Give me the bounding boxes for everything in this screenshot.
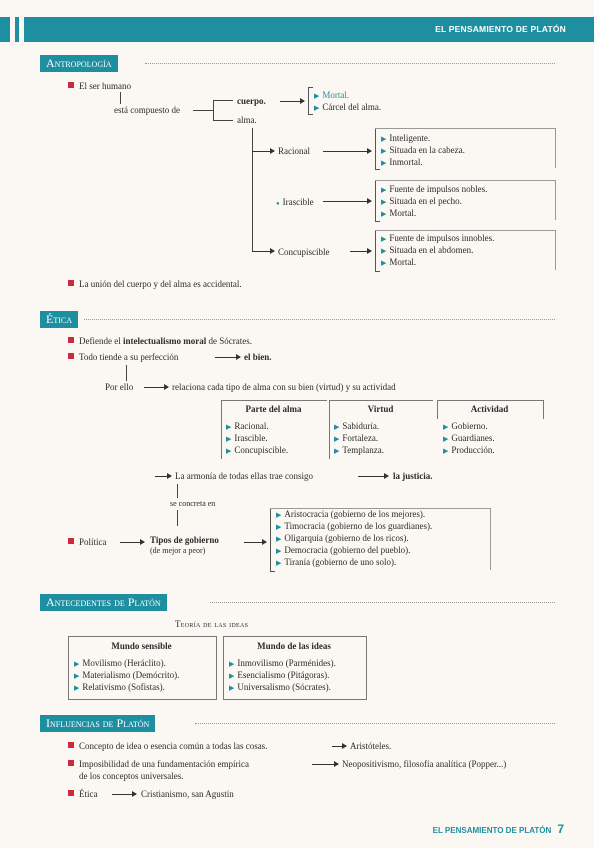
racional-label: Racional [278, 146, 310, 156]
sensible-item: ▶ Materialismo (Demócrito). [74, 670, 180, 680]
header-title: EL PENSAMIENTO DE PLATÓN [435, 24, 566, 34]
union-text: La unión del cuerpo y del alma es accidental. [68, 278, 242, 290]
cuerpo-label: cuerpo. [237, 96, 266, 106]
irascible-item: ▶ Situada en el pecho. [381, 196, 462, 206]
irascible-item: ▶ Mortal. [381, 208, 417, 218]
ideas-item: ▶ Esencialismo (Pitágoras). [229, 670, 330, 680]
armonia-text: La armonía de todas ellas trae consigo [175, 471, 313, 481]
parte-item: ▶ Concupiscible. [226, 445, 289, 455]
bar-stripe [10, 17, 15, 42]
actividad-item: ▶ Guardianes. [443, 433, 495, 443]
concupiscible-item: ▶ Situada en el abdomen. [381, 245, 474, 255]
concreta-text: se concreta en [170, 499, 216, 508]
section-heading-antecedentes: Antecedentes de Platón [40, 594, 167, 611]
actividad-item: ▶ Gobierno. [443, 421, 488, 431]
virtud-item: ▶ Templanza. [334, 445, 384, 455]
section-heading-antropologia: Antropología [40, 55, 118, 72]
footer-title: EL PENSAMIENTO DE PLATÓN [432, 826, 552, 835]
gobierno-item: ▶ Tiranía (gobierno de uno solo). [276, 557, 397, 567]
relaciona-text: relaciona cada tipo de alma con su bien (virtud) y su actividad [172, 382, 396, 392]
gobierno-item: ▶ Democracia (gobierno del pueblo). [276, 545, 411, 555]
compuesto-label: está compuesto de [114, 105, 180, 115]
tipos-label: Tipos de gobierno [150, 535, 219, 545]
alma-label: alma. [237, 115, 257, 125]
gobierno-item: ▶ Timocracia (gobierno de los guardianes). [276, 521, 433, 531]
col-header: Parte del alma [245, 404, 302, 414]
footer [433, 822, 564, 836]
racional-item: ▶ Inteligente. [381, 133, 431, 143]
actividad-item: ▶ Producción. [443, 445, 495, 455]
concupiscible-label: Concupiscible [278, 247, 330, 257]
concupiscible-item: ▶ Mortal. [381, 257, 417, 267]
mundo-ideas-title: Mundo de las ideas [257, 641, 331, 651]
sensible-item: ▶ Relativismo (Sofistas). [74, 682, 165, 692]
parte-item: ▶ Irascible. [226, 433, 268, 443]
concupiscible-item: ▶ Fuente de impulsos innobles. [381, 233, 495, 243]
teoria-title: Teoría de las ideas [175, 619, 249, 629]
ideas-item: ▶ Universalismo (Sócrates). [229, 682, 331, 692]
page-number: 7 [557, 822, 564, 836]
col-header: Actividad [470, 404, 509, 414]
influencia-3-result: Cristianismo, san Agustín [141, 789, 234, 799]
divider [145, 63, 555, 64]
cuerpo-item: ▶ Mortal. [314, 90, 350, 100]
influencia-3: Ética [68, 788, 98, 800]
racional-item: ▶ Inmortal. [381, 157, 423, 167]
top-bar [0, 17, 594, 42]
etica-line1: Defiende el intelectualismo moral de Sócrates. [68, 335, 252, 347]
influencia-2b: de los conceptos universales. [79, 771, 184, 781]
virtud-item: ▶ Sabiduría. [334, 421, 380, 431]
por-ello: Por ello [105, 382, 134, 392]
ser-humano: El ser humano [68, 80, 131, 92]
etica-line2: Todo tiende a su perfección [68, 351, 178, 363]
influencia-2: Imposibilidad de una fundamentación empírica [68, 758, 249, 770]
divider [195, 723, 555, 724]
irascible-label: ● Irascible [276, 197, 314, 207]
divider [84, 319, 555, 320]
politica-label: Política [68, 536, 107, 548]
bien-label: el bien. [244, 352, 272, 362]
virtud-item: ▶ Fortaleza. [334, 433, 379, 443]
justicia-label: la justicia. [393, 471, 433, 481]
col-header: Virtud [367, 404, 394, 414]
influencia-1-result: Aristóteles. [350, 741, 392, 751]
section-heading-etica: Ética [40, 311, 78, 328]
parte-item: ▶ Racional. [226, 421, 269, 431]
bar-stripe [19, 17, 24, 42]
gobierno-item: ▶ Oligarquía (gobierno de los ricos). [276, 533, 409, 543]
influencia-2-result: Neopositivismo, filosofía analítica (Popper...) [342, 759, 507, 769]
cuerpo-item: ▶ Cárcel del alma. [314, 102, 382, 112]
section-heading-influencias: Influencias de Platón [40, 715, 155, 732]
racional-item: ▶ Situada en la cabeza. [381, 145, 465, 155]
gobierno-item: ▶ Aristocracia (gobierno de los mejores). [276, 509, 426, 519]
mejor-peor: (de mejor a peor) [150, 546, 206, 555]
sensible-item: ▶ Movilismo (Heráclito). [74, 658, 166, 668]
ideas-item: ▶ Inmovilismo (Parménides). [229, 658, 336, 668]
divider [210, 602, 555, 603]
irascible-item: ▶ Fuente de impulsos nobles. [381, 184, 488, 194]
mundo-sensible-title: Mundo sensible [111, 641, 172, 651]
influencia-1: Concepto de idea o esencia común a todas las cosas. [68, 740, 267, 752]
